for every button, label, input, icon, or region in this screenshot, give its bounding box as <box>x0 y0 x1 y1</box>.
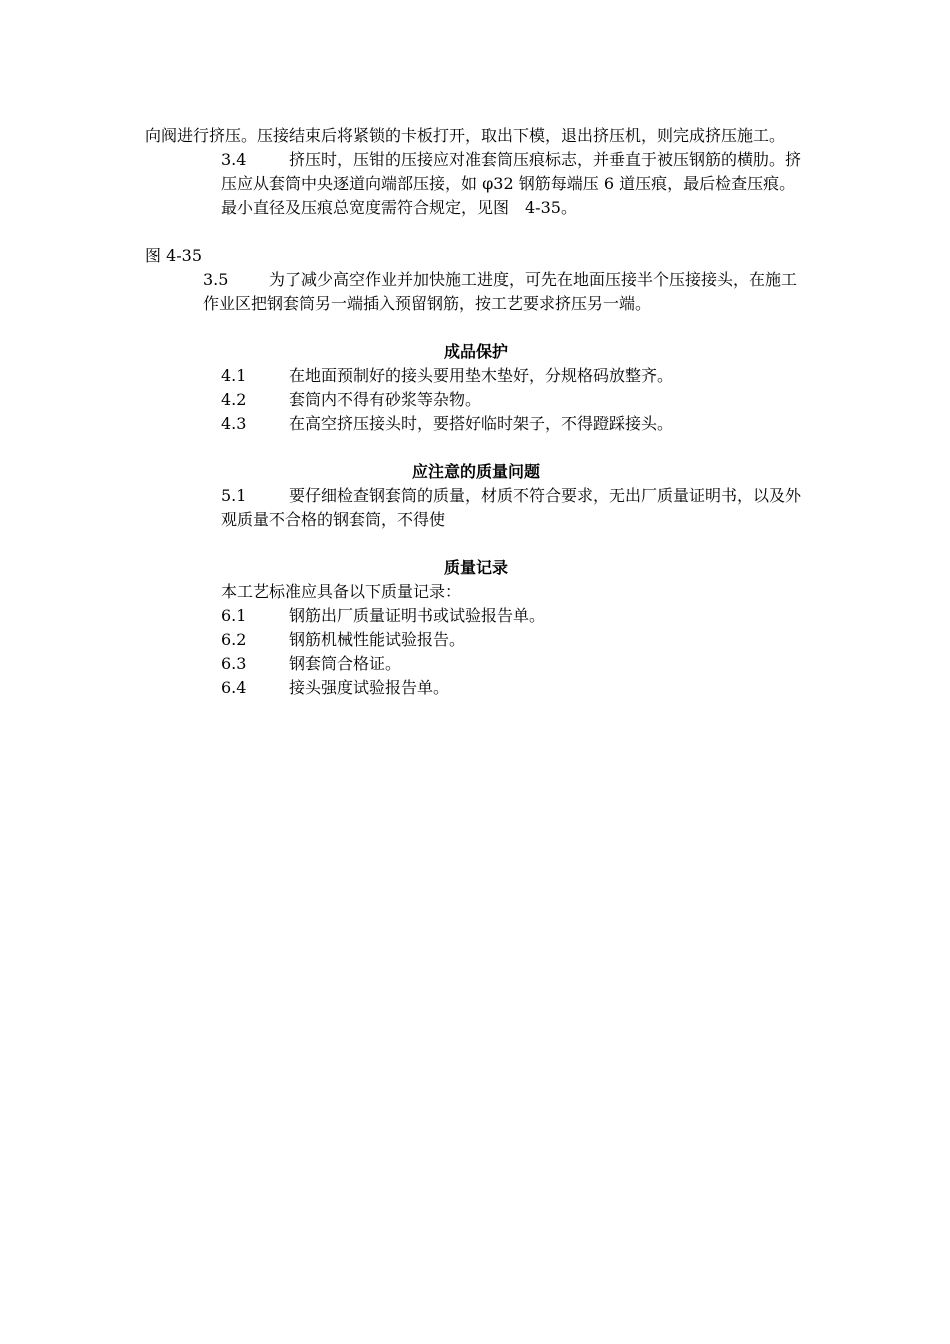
clause-text: 钢筋出厂质量证明书或试验报告单。 <box>289 606 546 625</box>
clause-4-1 <box>145 364 807 388</box>
document-body <box>145 124 807 700</box>
clause-number: 4.3 <box>221 414 247 433</box>
clause-6-1 <box>145 604 807 628</box>
clause-number: 6.4 <box>221 678 247 697</box>
records-intro: 本工艺标准应具备以下质量记录： <box>221 582 462 601</box>
clause-number: 6.1 <box>221 606 247 625</box>
clause-4-3 <box>145 412 807 436</box>
clause-text: 要仔细检查钢套筒的质量，材质不符合要求，无出厂质量证明书，以及外观质量不合格的钢套筒，不得使 <box>221 486 802 529</box>
clause-6-3 <box>145 652 807 676</box>
clause-text: 钢筋机械性能试验报告。 <box>289 630 466 649</box>
clause-text: 在高空挤压接头时，要搭好临时架子，不得蹬踩接头。 <box>289 414 674 433</box>
clause-number: 3.5 <box>203 270 229 289</box>
clause-text: 钢套筒合格证。 <box>289 654 402 673</box>
spacer <box>145 316 807 340</box>
section-heading-quality-records: 质量记录 <box>443 558 508 577</box>
clause-3-4 <box>145 148 807 220</box>
clause-number: 4.1 <box>221 366 247 385</box>
spacer <box>145 436 807 460</box>
clause-text: 接头强度试验报告单。 <box>289 678 450 697</box>
clause-number: 6.2 <box>221 630 247 649</box>
clause-6-4 <box>145 676 807 700</box>
clause-number: 6.3 <box>221 654 247 673</box>
clause-number: 3.4 <box>221 150 247 169</box>
clause-text: 为了减少高空作业并加快施工进度，可先在地面压接半个压接接头，在施工作业区把钢套筒另一端插入预留钢筋，按工艺要求挤压另一端。 <box>203 270 798 313</box>
clause-number: 5.1 <box>221 486 247 505</box>
figure-label: 图 4-35 <box>145 246 203 265</box>
clause-5-1 <box>145 484 807 532</box>
clause-text: 挤压时，压钳的压接应对准套筒压痕标志，并垂直于被压钢筋的横肋。挤压应从套筒中央逐道向端部压接，如 φ32 钢筋每端压 6 道压痕，最后检查压痕。最小直径及压痕总宽度需符合规定，见图 4-35。 <box>221 150 802 217</box>
clause-number: 4.2 <box>221 390 247 409</box>
clause-text: 套筒内不得有砂浆等杂物。 <box>289 390 482 409</box>
clause-6-2 <box>145 628 807 652</box>
paragraph-continued: 向阀进行挤压。压接结束后将紧锁的卡板打开，取出下模，退出挤压机，则完成挤压施工。 <box>145 126 786 145</box>
section-heading-quality-issues: 应注意的质量问题 <box>411 462 540 481</box>
clause-4-2 <box>145 388 807 412</box>
spacer <box>145 220 807 244</box>
spacer <box>145 532 807 556</box>
clause-text: 在地面预制好的接头要用垫木垫好，分规格码放整齐。 <box>289 366 674 385</box>
clause-3-5 <box>145 268 807 316</box>
section-heading-product-protection: 成品保护 <box>443 342 508 361</box>
